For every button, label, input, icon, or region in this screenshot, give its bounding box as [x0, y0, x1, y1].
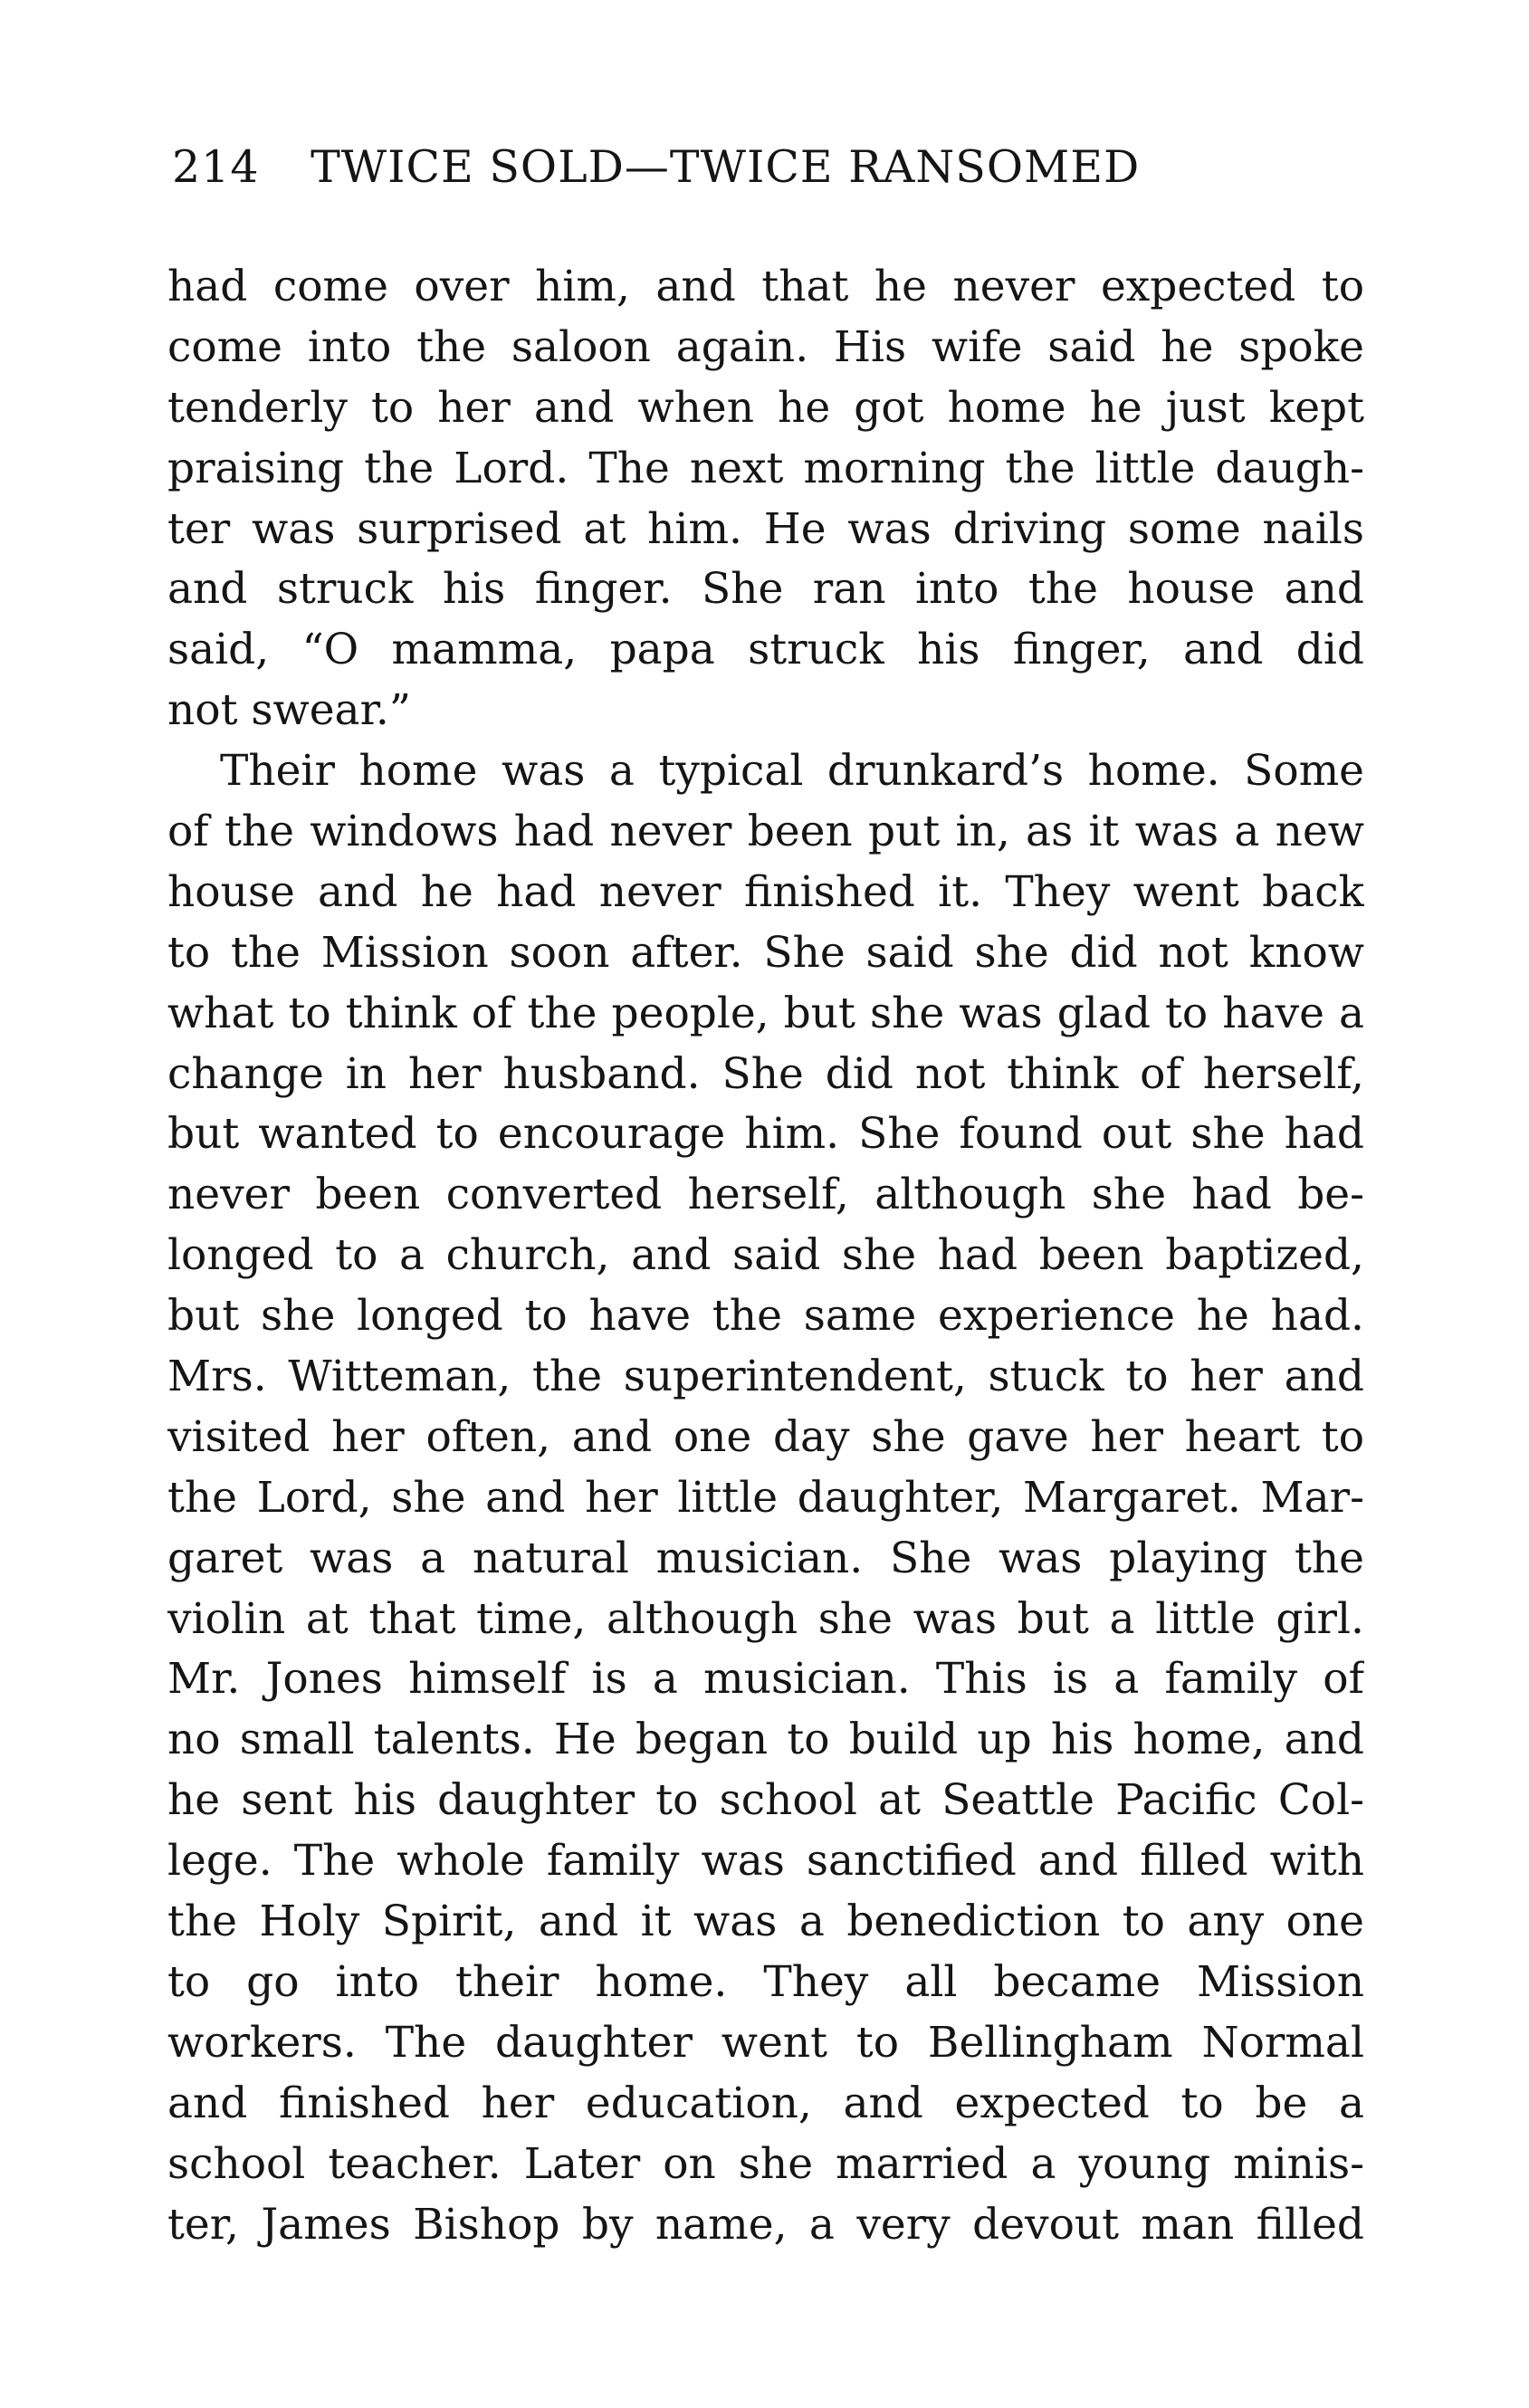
body-text: [167, 257, 1364, 2294]
text-line: school teacher. Later on she married a young minis-: [167, 2138, 1364, 2189]
text-line: lege. The whole family was sanctified and filled with: [167, 1836, 1364, 1887]
text-line: he sent his daughter to school at Seattle Pacific Col-: [167, 1775, 1364, 1826]
text-line: tenderly to her and when he got home he just kept: [167, 382, 1364, 433]
text-line: never been converted herself, although she had be-: [167, 1170, 1364, 1220]
text-line: praising the Lord. The next morning the little daugh-: [167, 443, 1364, 493]
text-line: and struck his finger. She ran into the house and: [167, 564, 1364, 615]
text-line: visited her often, and one day she gave her heart to: [167, 1411, 1364, 1462]
text-line: come into the saloon again. His wife said he spoke: [167, 321, 1364, 372]
page-header: [172, 136, 1381, 199]
text-line: violin at that time, although she was but a little girl.: [167, 1593, 1364, 1644]
text-line: and finished her education, and expected to be a: [167, 2078, 1364, 2128]
text-line: had come over him, and that he never expected to: [167, 262, 1364, 311]
text-line: workers. The daughter went to Bellingham Normal: [167, 2017, 1364, 2068]
text-line: the Holy Spirit, and it was a benediction to any one: [167, 1897, 1364, 1947]
text-line: of the windows had never been put in, as it was a new: [167, 807, 1364, 857]
page-number: 214: [172, 141, 260, 193]
text-line: to go into their home. They all became Mission: [167, 1956, 1364, 2007]
text-line: ter, James Bishop by name, a very devout man filled: [167, 2199, 1364, 2250]
text-line: said, “O mamma, papa struck his finger, and did: [167, 625, 1364, 675]
text-line: Mr. Jones himself is a musician. This is a family of: [167, 1654, 1364, 1705]
text-line: Mrs. Witteman, the superintendent, stuck to her and: [167, 1352, 1364, 1402]
text-line: what to think of the people, but she was glad to have a: [167, 988, 1364, 1038]
text-line: ter was surprised at him. He was driving some nails: [167, 503, 1364, 554]
text-line: longed to a church, and said she had been baptized,: [167, 1230, 1364, 1281]
text-line: Their home was a typical drunkard’s home. Some: [220, 746, 1364, 797]
text-line: not swear.”: [167, 685, 411, 736]
text-line: but she longed to have the same experience he had.: [167, 1291, 1364, 1342]
text-line: garet was a natural musician. She was playing the: [167, 1533, 1364, 1583]
text-line: but wanted to encourage him. She found out she had: [167, 1109, 1364, 1160]
text-line: house and he had never finished it. They went back: [167, 866, 1364, 917]
running-title: TWICE SOLD—TWICE RANSOMED: [311, 141, 1141, 193]
text-line: the Lord, she and her little daughter, Margaret. Mar-: [167, 1472, 1364, 1523]
text-line: to the Mission soon after. She said she did not know: [167, 927, 1364, 978]
paragraph-1: [167, 257, 1364, 741]
paragraph-2: [167, 741, 1364, 2255]
text-line: no small talents. He began to build up his home, and: [167, 1715, 1364, 1765]
text-line: change in her husband. She did not think of herself,: [167, 1048, 1364, 1099]
